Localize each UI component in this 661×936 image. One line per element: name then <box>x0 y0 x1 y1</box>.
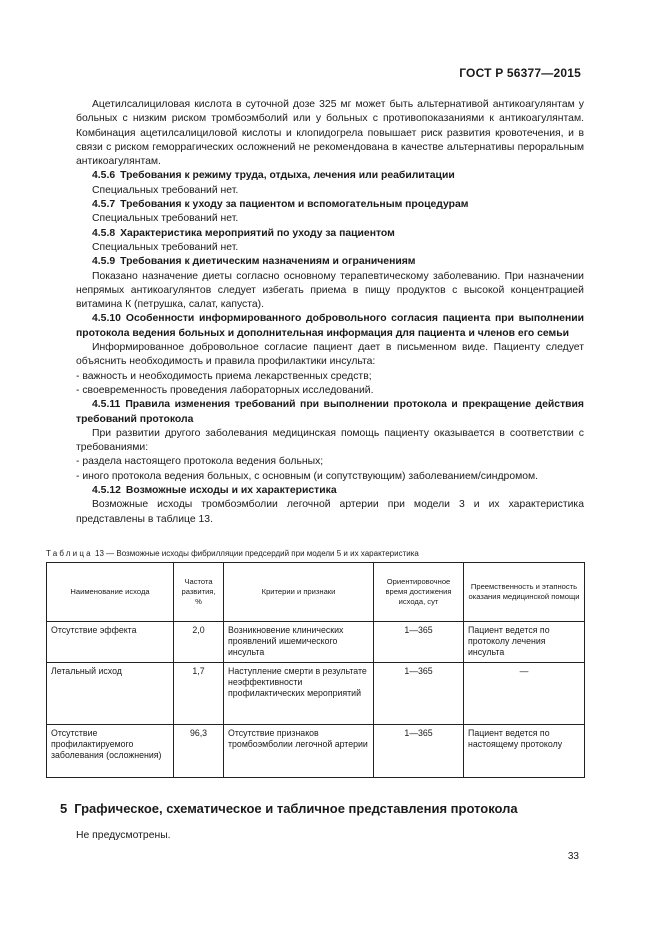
table-cell: 1—365 <box>374 622 464 663</box>
section-4-5-8-heading: 4.5.8 Характеристика мероприятий по уходу за пациентом <box>92 227 395 239</box>
section-4-5-8-text: Специальных требований нет. <box>92 241 239 253</box>
table-caption: Таблица 13 — Возможные исходы фибрилляции предсердий при модели 5 и их характеристика <box>46 549 419 558</box>
list-item: - своевременность проведения лабораторных исследований. <box>76 384 374 396</box>
table-cell: Летальный исход <box>47 663 174 725</box>
section-4-5-10-text: Информированное добровольное согласие пациент дает в письменном виде. Пациенту следует объяснить необходимость и правила профилактики инсульта: <box>76 342 584 368</box>
intro-paragraph: Ацетилсалициловая кислота в суточной дозе 325 мг может быть альтернативой антикоагулянтам у больных с низким риском тромбоэмболий или у больных с противопоказаниями к антикоагулянтам. Комбинация ацетилсалициловой кислоты и клопидогрела повышает риск развития кровотечения, и в связи с риском геморрагических осложнений не рекомендована в качестве альтернативы пероральным антикоагулянтам. <box>76 99 584 168</box>
table-cell: Наступление смерти в результате неэффективности профилактических мероприятий <box>224 663 374 725</box>
column-header: Критерии и признаки <box>224 563 374 622</box>
section-4-5-11-heading: 4.5.11 Правила изменения требований при выполнении протокола и прекращение действия требований протокола <box>76 399 584 425</box>
column-header: Частота развития, % <box>174 563 224 622</box>
section-4-5-12-text: Возможные исходы тромбоэмболии легочной артерии при модели 3 и их характеристика представлены в таблице 13. <box>76 499 584 525</box>
outcomes-table <box>46 562 585 778</box>
body-text <box>76 98 584 527</box>
list-item: - раздела настоящего протокола ведения больных; <box>76 456 324 468</box>
section-5-text: Не предусмотрены. <box>76 830 171 841</box>
section-4-5-7-text: Специальных требований нет. <box>92 213 239 225</box>
list-item: - важность и необходимость приема лекарственных средств; <box>76 370 372 382</box>
column-header: Наименование исхода <box>47 563 174 622</box>
table-row <box>47 725 585 778</box>
section-5-heading: 5 Графическое, схематическое и табличное представления протокола <box>60 801 518 816</box>
page-number: 33 <box>567 851 579 862</box>
table-cell: Отсутствие признаков тромбоэмболии легочной артерии <box>224 725 374 778</box>
section-4-5-12-heading: 4.5.12 Возможные исходы и их характеристика <box>92 485 337 497</box>
table-cell: 2,0 <box>174 622 224 663</box>
table-cell: 96,3 <box>174 725 224 778</box>
table-header-row <box>47 563 585 622</box>
list-item: - иного протокола ведения больных, с основным (и сопутствующим) заболеванием/синдромом. <box>76 470 539 482</box>
section-4-5-6-heading: 4.5.6 Требования к режиму труда, отдыха, лечения или реабилитации <box>92 170 455 182</box>
section-4-5-6-text: Специальных требований нет. <box>92 184 239 196</box>
table-cell: Отсутствие профилактируемого заболевания (осложнения) <box>47 725 174 778</box>
table-cell: Отсутствие эффекта <box>47 622 174 663</box>
table-cell: Пациент ведется по протоколу лечения инсульта <box>464 622 585 663</box>
table-cell: 1,7 <box>174 663 224 725</box>
table-cell: Пациент ведется по настоящему протоколу <box>464 725 585 778</box>
table-row <box>47 663 585 725</box>
table-cell: 1—365 <box>374 725 464 778</box>
table-cell: Возникновение клинических проявлений ишемического инсульта <box>224 622 374 663</box>
table-row <box>47 622 585 663</box>
column-header: Преемственность и этапность оказания медицинской помощи <box>464 563 585 622</box>
column-header: Ориентировочное время достижения исхода, сут <box>374 563 464 622</box>
section-4-5-7-heading: 4.5.7 Требования к уходу за пациентом и вспомогательным процедурам <box>92 199 469 211</box>
table-cell: 1—365 <box>374 663 464 725</box>
section-4-5-11-text: При развитии другого заболевания медицинская помощь пациенту оказывается в соответствии с требованиями: <box>76 427 584 454</box>
table-cell: — <box>464 663 585 725</box>
standard-number: ГОСТ Р 56377—2015 <box>459 66 581 80</box>
section-4-5-10-heading: 4.5.10 Особенности информированного добровольного согласия пациента при выполнении протокола ведения больных и дополнительная информация для пациента и членов его семьи <box>76 313 584 339</box>
section-4-5-9-heading: 4.5.9 Требования к диетическим назначениям и ограничениям <box>92 256 416 268</box>
section-4-5-9-text: Показано назначение диеты согласно основному терапевтическому заболеванию. При назначении непрямых антикоагулянтов следует избегать приема в пищу продуктов с высокой концентрацией витамина К (петрушка, салат, капуста). <box>76 270 584 311</box>
